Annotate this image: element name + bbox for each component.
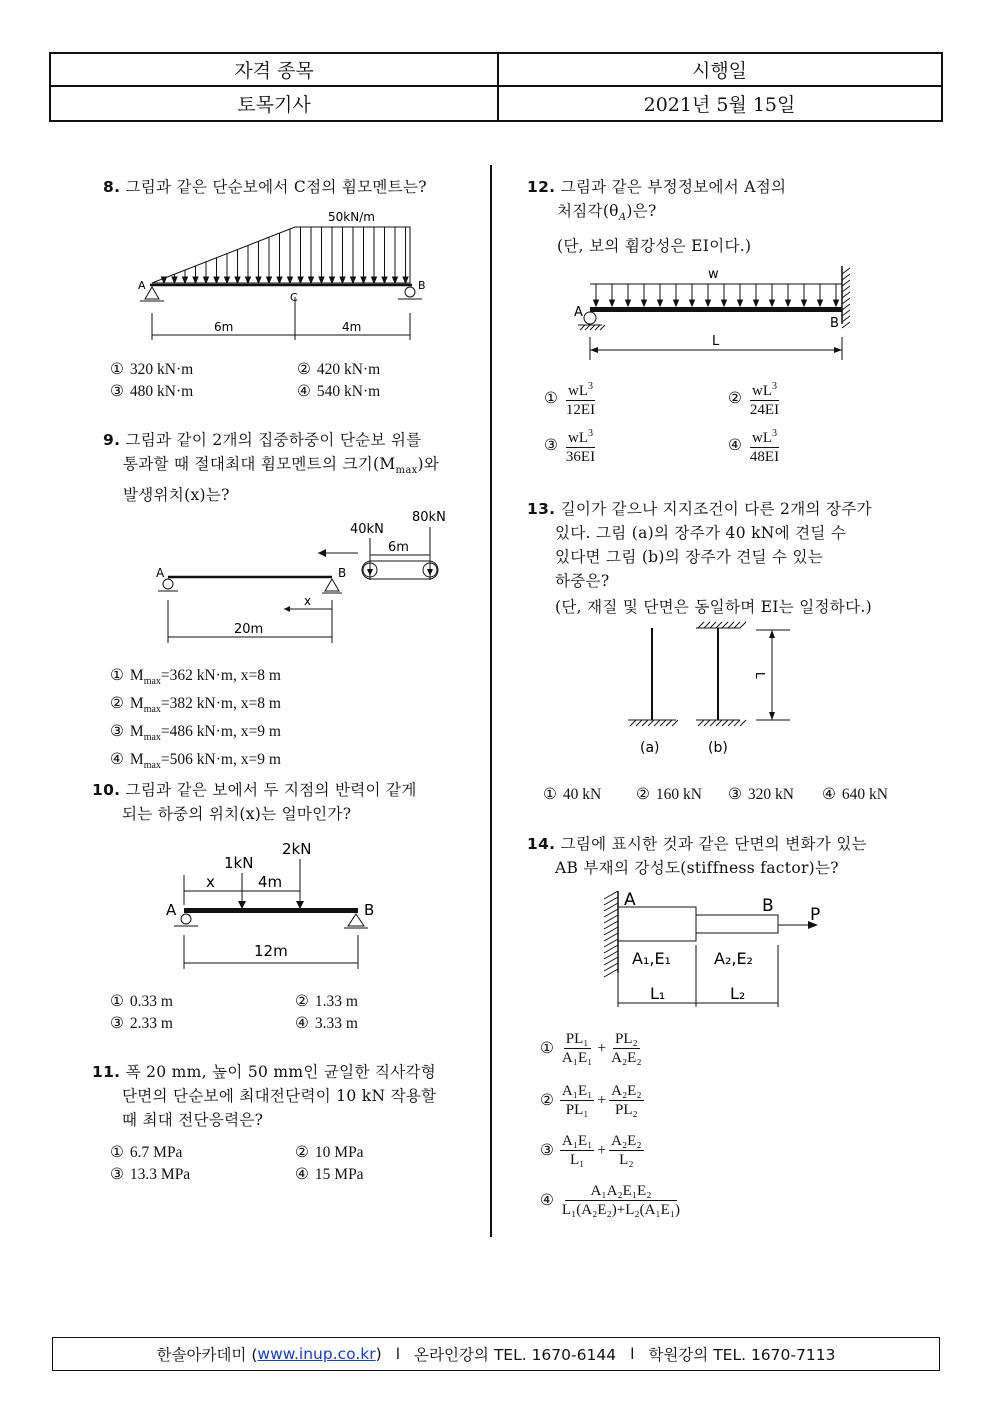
q10-beam-figure xyxy=(160,835,390,975)
load-label-2kn: 2kN xyxy=(282,840,312,858)
support-label-a: A xyxy=(574,305,583,320)
question-text: 그림과 같은 단순보에서 C점의 휨모멘트는? xyxy=(125,178,427,196)
question-number: 9. xyxy=(103,431,121,449)
q12-option-4[interactable]: ④ $\frac{wL^3}{48EI}$ xyxy=(728,425,781,466)
dim-4m: 4m xyxy=(258,873,283,891)
q10-option-1[interactable]: ① 0.33 m xyxy=(110,993,173,1010)
question-number: 11. xyxy=(92,1063,121,1081)
q14-member-figure xyxy=(598,887,838,1012)
q12-beam-figure xyxy=(568,262,858,367)
subscript: A xyxy=(618,212,627,224)
q13-option-1[interactable]: ① 40 kN xyxy=(543,786,602,803)
q12-option-3[interactable]: ③ $\frac{wL^3}{36EI}$ xyxy=(544,425,597,466)
dim-l2: L₂ xyxy=(730,984,746,1003)
footer-separator: l xyxy=(395,1345,401,1363)
question-text: 발생위치(x)는? xyxy=(123,486,230,505)
question-text: 통과할 때 절대최대 휨모멘트의 크기(M xyxy=(123,455,396,473)
q14-option-4[interactable]: ④ $\frac{\text{A₁A₂E₁E₂}}{\text{L₁(A₂E₂)+L₂(A₁E₁)}}$ xyxy=(540,1183,681,1218)
question-text: AB 부재의 강성도(stiffness factor)는? xyxy=(555,859,839,877)
section-1-label: A₁,E₁ xyxy=(632,949,671,968)
q8-option-1[interactable]: ① 320 kN·m xyxy=(110,361,194,378)
q8-option-2[interactable]: ② 420 kN·m xyxy=(297,361,381,378)
q14-option-3[interactable]: ③ $\frac{\text{A₁E₁}}{\text{L₁}}$ + $\frac{\text{A₂E₂}}{\text{L₂}}$ xyxy=(540,1133,642,1168)
exam-header-table xyxy=(49,52,943,122)
question-13 xyxy=(527,497,872,619)
support-label-b: B xyxy=(364,901,375,919)
q8-option-4[interactable]: ④ 540 kN·m xyxy=(297,383,381,400)
point-label-a: A xyxy=(624,890,636,910)
q11-option-2[interactable]: ② 10 MPa xyxy=(295,1144,364,1161)
question-text: )은? xyxy=(626,202,657,220)
header-date-label: 시행일 xyxy=(691,60,748,82)
q13-option-4[interactable]: ④ 640 kN xyxy=(822,786,888,803)
support-label-a: A xyxy=(156,566,165,580)
question-14 xyxy=(527,832,867,880)
dim-l1: L₁ xyxy=(650,984,666,1003)
support-label-b: B xyxy=(830,316,839,331)
question-12 xyxy=(527,175,786,258)
support-label-a: A xyxy=(138,279,146,292)
question-number: 13. xyxy=(527,500,556,518)
dim-l: L xyxy=(753,672,767,679)
dim-x: x xyxy=(206,873,215,891)
point-label-c: C xyxy=(290,291,298,304)
question-text: 길이가 같으나 지지조건이 다른 2개의 장주가 xyxy=(560,500,872,518)
label-a: (a) xyxy=(640,740,660,756)
support-label-b: B xyxy=(418,279,426,292)
q8-option-3[interactable]: ③ 480 kN·m xyxy=(110,383,194,400)
question-text: 하중은? xyxy=(555,572,610,590)
question-number: 8. xyxy=(103,178,121,196)
q14-option-1[interactable]: ① $\frac{\text{PL₁}}{\text{A₁E₁}}$ + $\frac{\text{PL₂}}{\text{A₂E₂}}$ xyxy=(540,1031,642,1066)
question-9 xyxy=(103,428,439,507)
question-11 xyxy=(92,1060,436,1132)
q11-option-4[interactable]: ④ 15 MPa xyxy=(295,1166,364,1183)
question-text: 단면의 단순보에 최대전단력이 10 kN 작용할 xyxy=(122,1087,437,1105)
dim-x: x xyxy=(304,594,312,608)
support-label-b: B xyxy=(338,566,347,580)
question-number: 10. xyxy=(92,781,121,799)
q9-option-3[interactable]: ③ $M_{max}=486$ kN·m, x=9 m xyxy=(110,723,281,744)
dim-20m: 20m xyxy=(234,622,264,637)
load-label-p: P xyxy=(810,905,821,925)
section-2-label: A₂,E₂ xyxy=(714,949,753,968)
point-label-b: B xyxy=(762,896,774,916)
question-text: 폭 20 mm, 높이 50 mm인 균일한 직사각형 xyxy=(125,1063,437,1081)
subscript: max xyxy=(395,465,418,477)
header-qualification-label: 자격 종목 xyxy=(234,60,314,82)
online-lecture-phone: 온라인강의 TEL. 1670-6144 xyxy=(414,1346,617,1364)
q9-options xyxy=(110,665,281,777)
q10-option-2[interactable]: ② 1.33 m xyxy=(295,993,358,1010)
question-text: 처짐각(θ xyxy=(557,202,619,220)
dim-12m: 12m xyxy=(254,942,288,960)
footer-bar xyxy=(52,1337,940,1371)
q9-option-2[interactable]: ② $M_{max}=382$ kN·m, x=8 m xyxy=(110,695,281,716)
header-date-value: 2021년 5월 15일 xyxy=(643,94,796,116)
q13-option-3[interactable]: ③ 320 kN xyxy=(728,786,794,803)
load-label-40kn: 40kN xyxy=(350,522,384,537)
question-text: 되는 하중의 위치(x)는 얼마인가? xyxy=(122,805,352,823)
question-text: 있다면 그림 (b)의 장주가 견딜 수 있는 xyxy=(555,548,824,566)
q13-option-2[interactable]: ② 160 kN xyxy=(636,786,702,803)
academy-lecture-phone: 학원강의 TEL. 1670-7113 xyxy=(648,1346,836,1364)
q14-option-2[interactable]: ② $\frac{\text{A₁E₁}}{\text{PL₁}}$ + $\frac{\text{A₂E₂}}{\text{PL₂}}$ xyxy=(540,1083,642,1118)
footer-separator: l xyxy=(630,1345,635,1363)
question-number: 12. xyxy=(527,178,556,196)
q12-option-1[interactable]: ① $\frac{wL^3}{12EI}$ xyxy=(544,378,597,419)
question-10 xyxy=(92,778,417,826)
dim-l: L xyxy=(712,334,720,349)
academy-name: 한솔아카데미 ( xyxy=(156,1346,258,1364)
column-divider xyxy=(490,165,492,1237)
load-label-w: w xyxy=(708,267,719,282)
question-text: 때 최대 전단응력은? xyxy=(122,1111,264,1129)
question-text: 그림과 같이 2개의 집중하중이 단순보 위를 xyxy=(125,431,422,449)
label-b: (b) xyxy=(708,740,728,756)
question-text: 있다. 그림 (a)의 장주가 40 kN에 견딜 수 xyxy=(555,524,847,542)
question-text: 그림과 같은 보에서 두 지점의 반력이 같게 xyxy=(125,781,417,799)
academy-website-link[interactable]: www.inup.co.kr xyxy=(257,1345,376,1363)
question-text: 그림에 표시한 것과 같은 단면의 변화가 있는 xyxy=(560,835,867,853)
q13-column-figure xyxy=(620,618,800,758)
question-text: )와 xyxy=(417,455,440,473)
dim-6m: 6m xyxy=(388,540,409,555)
q9-option-1[interactable]: ① $M_{max}=362$ kN·m, x=8 m xyxy=(110,667,281,688)
q11-option-1[interactable]: ① 6.7 MPa xyxy=(110,1144,183,1161)
load-label: 50kN/m xyxy=(328,210,375,224)
q10-option-3[interactable]: ③ 2.33 m xyxy=(110,1015,173,1032)
q9-beam-figure xyxy=(150,505,450,650)
question-number: 14. xyxy=(527,835,556,853)
load-label-1kn: 1kN xyxy=(224,854,254,872)
q9-option-4[interactable]: ④ $M_{max}=506$ kN·m, x=9 m xyxy=(110,751,281,772)
question-text: 그림과 같은 부정정보에서 A점의 xyxy=(560,178,787,196)
header-qualification-value: 토목기사 xyxy=(237,94,311,116)
question-note: (단, 보의 휨강성은 EI이다.) xyxy=(557,237,752,256)
question-note: (단, 재질 및 단면은 동일하며 EI는 일정하다.) xyxy=(555,598,872,616)
q8-beam-figure xyxy=(130,205,440,345)
footer-text: ) xyxy=(375,1345,382,1363)
load-label-80kn: 80kN xyxy=(412,510,446,525)
support-label-a: A xyxy=(166,901,177,919)
q12-option-2[interactable]: ② $\frac{wL^3}{24EI}$ xyxy=(728,378,781,419)
dim-6m: 6m xyxy=(214,320,234,334)
q10-option-4[interactable]: ④ 3.33 m xyxy=(295,1015,358,1032)
question-8 xyxy=(103,175,427,199)
dim-4m: 4m xyxy=(342,320,362,334)
q11-option-3[interactable]: ③ 13.3 MPa xyxy=(110,1166,191,1183)
